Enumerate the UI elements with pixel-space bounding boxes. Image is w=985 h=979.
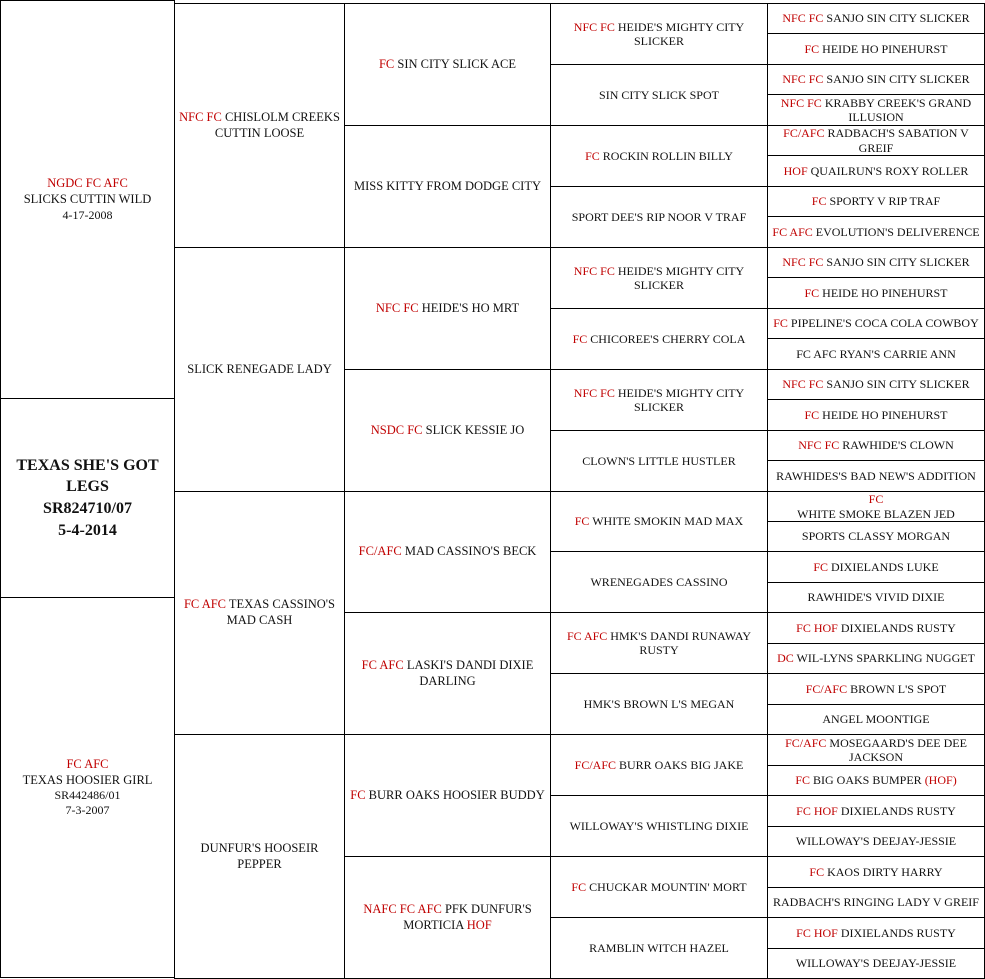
dog-name: CHISLOLM CREEKS CUTTIN LOOSE [214,109,340,140]
gen5-ancestor-cell [767,551,985,583]
great-grandparent-cell [344,247,551,370]
dog-entry [782,377,969,391]
gen4-ancestor-cell [550,308,768,370]
dog-title: NFC FC [179,109,222,124]
dog-entry [773,316,979,330]
subject-name-line1: TEXAS SHE'S GOT [16,456,159,474]
dog-name: WIL-LYNS SPARKLING NUGGET [796,651,975,666]
dog-title: FC AFC [361,657,404,672]
dog-title: FC HOF [796,925,838,940]
dog-title: FC/AFC [805,681,848,696]
dog-title: FC [868,492,884,507]
dog-entry [796,834,956,848]
gen4-ancestor-cell [550,673,768,735]
dog-title: NAFC FC AFC [363,901,442,916]
dog-title: NFC FC [782,255,824,270]
gen5-ancestor-cell [767,643,985,674]
dog-name: PFK DUNFUR'S MORTICIA [403,901,532,932]
dog-title: FC [809,864,825,879]
grandparent-cell [174,247,345,492]
dog-title-suffix: (HOF) [924,773,957,788]
dog-name: HMK'S BROWN L'S MEGAN [583,696,735,711]
dog-name: FC AFC RYAN'S CARRIE ANN [796,346,956,361]
gen5-ancestor-cell [767,430,985,461]
dog-title: FC [804,407,820,422]
dog-name: HEIDE'S MIGHTY CITY SLICKER [617,385,745,414]
dog-entry [187,362,331,378]
dog-title: FC/AFC [574,757,616,772]
gen5-ancestor-cell [767,186,985,217]
dog-title: FC [795,773,810,788]
dog-entry [572,210,747,224]
dog-entry [582,454,735,468]
dog-entry [804,286,947,300]
dog-title: FC AFC [566,628,608,643]
dog-entry [782,11,969,25]
dog-title: FC HOF [796,803,838,818]
dog-name: HEIDE'S MIGHTY CITY SLICKER [617,19,745,48]
dog-name: SIN CITY SLICK SPOT [599,87,719,102]
gen5-ancestor-cell [767,308,985,339]
gen4-ancestor-cell [550,856,768,918]
dog-name: BROWN L'S SPOT [850,681,947,696]
gen5-ancestor-cell [767,673,985,705]
dog-name: RAWHIDE'S VIVID DIXIE [807,590,945,605]
gen4-ancestor-cell [550,612,768,674]
dog-entry [573,332,746,346]
dog-title: FC [804,285,820,300]
dam-title: FC AFC [66,756,109,771]
gen5-ancestor-cell [767,704,985,735]
dog-name: BURR OAKS BIG JAKE [619,757,744,772]
dog-entry [589,941,729,955]
dog-title: FC HOF [796,620,838,635]
gen4-ancestor-cell [550,734,768,796]
gen5-ancestor-cell [767,826,985,857]
dog-name: CHICOREE'S CHERRY COLA [590,331,746,346]
dog-name: RAWHIDE'S CLOWN [842,438,954,453]
dog-name: WILLOWAY'S DEEJAY-JESSIE [795,956,957,971]
dog-name: HEIDE'S HO MRT [421,300,520,315]
dog-entry [809,865,942,879]
dog-entry [796,804,956,818]
dog-name: ANGEL MOONTIGE [822,712,930,727]
dog-title: FC/AFC [358,544,402,559]
dog-name: DIXIELANDS LUKE [831,559,939,574]
dog-name: BIG OAKS BUMPER [813,773,922,788]
gen4-ancestor-cell [550,491,768,552]
dog-title: FC [572,331,588,346]
dog-name: SPORTS CLASSY MORGAN [801,529,951,544]
gen5-ancestor-cell [767,125,985,156]
dog-entry [813,560,938,574]
dog-entry [782,255,969,269]
gen5-ancestor-cell [767,460,985,492]
dog-entry [804,408,947,422]
dog-name: PIPELINE'S COCA COLA COWBOY [790,316,979,331]
dog-entry [177,841,342,872]
dog-title: FC [378,56,395,71]
dog-title: HOF [783,163,808,178]
dog-name: HMK'S DANDI RUNAWAY RUSTY [610,628,752,657]
gen4-ancestor-cell [550,551,768,613]
sire-name: SLICKS CUTTIN WILD [23,192,152,206]
dog-entry [585,149,733,163]
gen4-ancestor-cell [550,917,768,979]
gen5-ancestor-cell [767,3,985,34]
great-grandparent-cell [344,734,551,857]
gen4-ancestor-cell [550,795,768,857]
gen4-ancestor-cell [550,247,768,309]
dog-title: NFC FC [782,72,824,87]
dog-entry [177,597,342,628]
dog-title: FC [811,194,827,209]
gen4-ancestor-cell [550,125,768,187]
gen5-ancestor-cell [767,64,985,95]
dog-entry [804,42,947,56]
dog-name: SANJO SIN CITY SLICKER [826,377,970,392]
grandparent-cell [174,734,345,979]
gen5-ancestor-cell [767,948,985,979]
dog-entry [570,819,749,833]
gen5-ancestor-cell [767,765,985,796]
gen5-ancestor-cell [767,887,985,918]
dog-name: WILLOWAY'S DEEJAY-JESSIE [795,834,957,849]
gen4-ancestor-cell [550,186,768,248]
dog-name: EVOLUTION'S DELIVERENCE [815,224,980,239]
dog-title: NFC FC [782,11,824,26]
dog-title: FC [574,514,590,529]
grandparent-cell [174,3,345,248]
dog-name: DUNFUR'S HOOSEIR PEPPER [200,840,319,871]
dam-cell [0,597,175,978]
grandparent-cell [174,491,345,735]
gen5-ancestor-cell [767,94,985,126]
dog-name: BURR OAKS HOOSIER BUDDY [368,787,545,802]
dog-entry [553,386,765,415]
dog-title: FC [350,787,366,802]
dog-name: HEIDE'S MIGHTY CITY SLICKER [617,263,745,292]
dog-name: RAWHIDES'S BAD NEW'S ADDITION [776,468,976,483]
sire-title: NGDC FC AFC [47,176,128,191]
dog-entry [784,164,969,178]
dog-entry [796,956,956,970]
gen5-ancestor-cell [767,795,985,827]
dog-title: NFC FC [573,263,615,278]
dog-title: FC [585,148,600,163]
dog-name: MISS KITTY FROM DODGE CITY [353,178,542,193]
dog-name: CLOWN'S LITTLE HUSTLER [582,453,736,468]
dog-entry [772,225,979,239]
dog-name: ROCKIN ROLLIN BILLY [602,148,733,163]
dog-entry [177,110,342,141]
dog-name: SANJO SIN CITY SLICKER [826,255,970,270]
dog-entry [782,72,969,86]
great-grandparent-cell [344,856,551,979]
gen4-ancestor-cell [550,430,768,492]
dog-name: SLICK KESSIE JO [425,422,525,437]
gen5-ancestor-cell [767,491,985,522]
gen5-ancestor-cell [767,247,985,278]
dog-entry [776,469,976,483]
dog-entry [777,651,975,665]
dog-entry [590,575,727,589]
dog-entry [599,88,719,102]
gen5-ancestor-cell [767,917,985,949]
dog-entry [575,758,744,772]
dog-name: SPORT DEE'S RIP NOOR V TRAF [571,209,747,224]
sire-birthdate: 4-17-2008 [62,207,113,222]
dog-entry [347,902,548,933]
dog-title: NFC FC [573,385,615,400]
dog-name: WRENEGADES CASSINO [590,574,728,589]
great-grandparent-cell [344,125,551,248]
dam-birthdate: 7-3-2007 [65,803,110,818]
dog-entry [553,264,765,293]
dam-name: TEXAS HOOSIER GIRL [22,772,153,787]
gen5-ancestor-cell [767,277,985,309]
dog-title: NFC FC [780,95,822,110]
dog-entry [359,544,537,560]
dog-entry [347,658,548,689]
dog-entry [770,736,982,765]
dog-name: KRABBY CREEK'S GRAND ILLUSION [824,95,972,124]
dog-title: FC/AFC [785,735,827,750]
dog-name: RADBACH'S RINGING LADY V GREIF [773,895,979,910]
dog-name: DIXIELANDS RUSTY [840,803,956,818]
dog-name: TEXAS CASSINO'S MAD CASH [226,597,336,627]
gen5-ancestor-cell [767,734,985,766]
gen5-ancestor-cell [767,33,985,65]
dog-name: HEIDE HO PINEHURST [822,285,948,300]
dog-entry [808,590,945,604]
dog-name: HEIDE HO PINEHURST [822,407,948,422]
dog-title: NFC FC [375,300,419,315]
dog-name: SLICK RENEGADE LADY [187,361,332,376]
dog-name: SPORTY V RIP TRAF [829,194,941,209]
gen4-ancestor-cell [550,64,768,126]
dog-name: LASKI'S DANDI DIXIE DARLING [406,657,534,688]
dog-entry [553,20,765,49]
dog-name: DIXIELANDS RUSTY [840,925,956,940]
gen4-ancestor-cell [550,369,768,431]
dog-name: WHITE SMOKE BLAZEN JED [797,506,955,521]
great-grandparent-cell [344,491,551,613]
subject-name-line2: LEGS [66,478,109,496]
dog-entry [806,682,947,696]
gen5-ancestor-cell [767,399,985,431]
dog-name: DIXIELANDS RUSTY [840,620,956,635]
gen5-ancestor-cell [767,856,985,888]
dog-entry [770,126,982,155]
dog-entry [379,57,516,73]
dog-entry [795,773,956,787]
dog-entry [584,697,735,711]
great-grandparent-cell [344,3,551,126]
subject-registration: SR824710/07 [43,500,132,517]
dog-name: RADBACH'S SABATION V GREIF [827,126,969,155]
dog-title: NFC FC [798,438,840,453]
dog-entry [796,621,956,635]
dog-entry [812,194,940,208]
dog-entry [350,788,544,804]
dog-name: WILLOWAY'S WHISTLING DIXIE [569,818,749,833]
dog-name: WHITE SMOKIN MAD MAX [592,514,744,529]
dog-title: FC [773,316,788,331]
dog-entry [773,895,979,909]
dog-name: MOSEGAARD'S DEE DEE JACKSON [829,735,967,764]
dog-title: FC [813,559,829,574]
dog-title: NSDC FC [370,422,423,437]
sire-cell [0,0,175,399]
dog-entry [798,438,954,452]
dog-entry [802,529,950,543]
dog-name: SANJO SIN CITY SLICKER [826,11,970,26]
dog-entry [354,179,541,195]
dog-name: QUAILRUN'S ROXY ROLLER [810,163,969,178]
dog-title: NFC FC [573,19,615,34]
dog-entry [376,301,519,317]
dog-title: FC AFC [183,597,227,612]
great-grandparent-cell [344,612,551,735]
great-grandparent-cell [344,369,551,492]
dog-title: FC [571,879,587,894]
gen5-ancestor-cell [767,612,985,644]
dog-entry [553,629,765,658]
dog-entry [822,712,929,726]
gen5-ancestor-cell [767,155,985,187]
dog-entry [571,880,746,894]
gen5-ancestor-cell [767,369,985,400]
dog-title: NFC FC [782,377,824,392]
dog-entry [371,423,525,439]
dog-title: DC [777,651,794,666]
gen5-ancestor-cell [767,338,985,370]
dog-title: FC AFC [772,224,813,239]
gen5-ancestor-cell [767,216,985,248]
dog-title-suffix: HOF [466,917,492,932]
gen5-ancestor-cell [767,582,985,613]
dog-name: MAD CASSINO'S BECK [404,544,537,559]
dog-title: FC/AFC [783,126,825,141]
gen4-ancestor-cell [550,3,768,65]
gen5-ancestor-cell [767,521,985,552]
dog-entry [796,926,956,940]
dog-name: RAMBLIN WITCH HAZEL [589,940,729,955]
dog-entry [796,347,956,361]
dog-name: SANJO SIN CITY SLICKER [826,72,970,87]
dog-name: SIN CITY SLICK ACE [397,56,517,71]
dam-registration: SR442486/01 [54,788,121,803]
dog-title: FC [804,41,820,56]
dog-name: HEIDE HO PINEHURST [822,41,948,56]
subject-dog [0,398,175,598]
dog-name: CHUCKAR MOUNTIN' MORT [589,879,747,894]
subject-birthdate: 5-4-2014 [58,521,117,539]
dog-entry [575,514,743,528]
dog-name: KAOS DIRTY HARRY [827,864,943,879]
dog-entry [770,96,982,125]
